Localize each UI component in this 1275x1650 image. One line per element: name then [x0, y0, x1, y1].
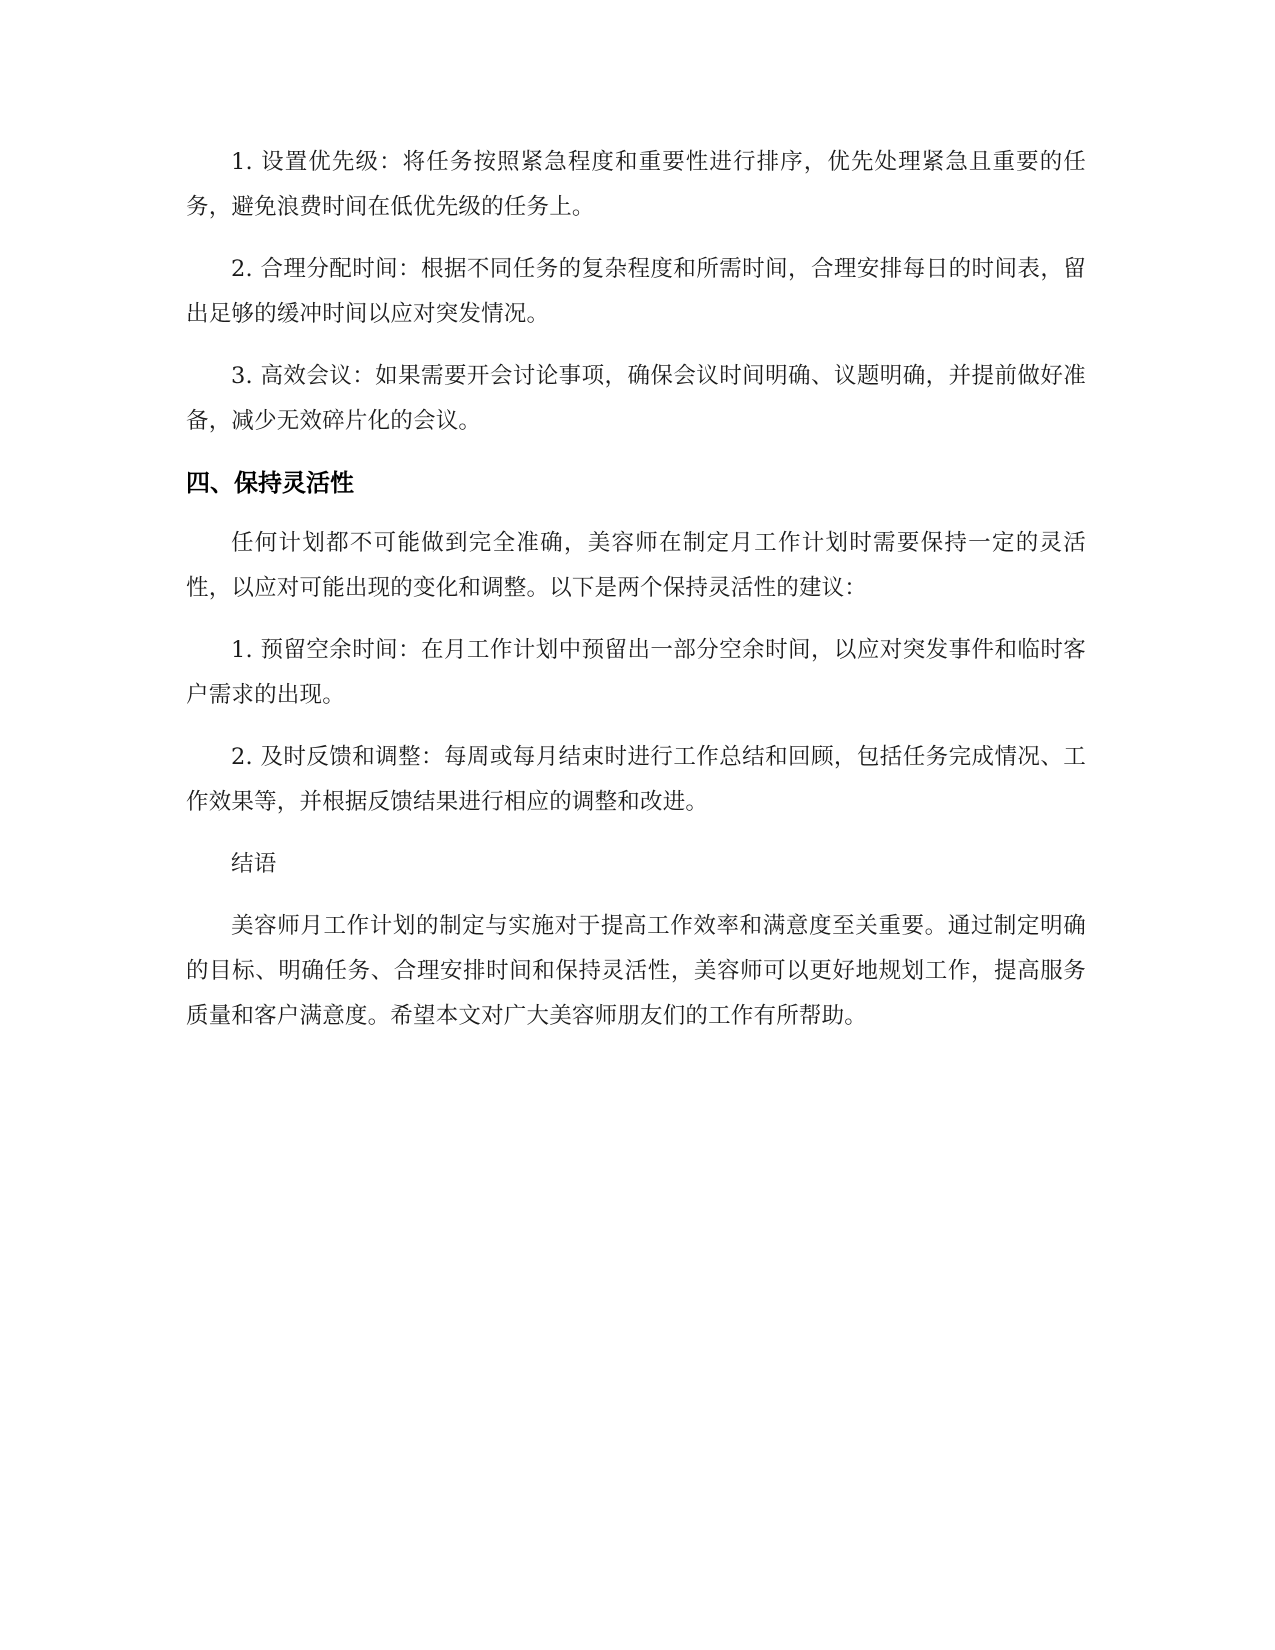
document-body	[186, 140, 1086, 1056]
list-item-time-allocation: 2. 合理分配时间：根据不同任务的复杂程度和所需时间，合理安排每日的时间表，留出足够的缓冲时间以应对突发情况。	[186, 256, 1086, 327]
list-item-priority: 1. 设置优先级：将任务按照紧急程度和重要性进行排序，优先处理紧急且重要的任务，避免浪费时间在低优先级的任务上。	[186, 149, 1086, 220]
list-item-reserve-time: 1. 预留空余时间：在月工作计划中预留出一部分空余时间，以应对突发事件和临时客户需求的出现。	[186, 637, 1086, 708]
conclusion-label: 结语	[231, 851, 277, 877]
section-heading: 四、保持灵活性	[186, 469, 354, 497]
list-item-efficient-meetings: 3. 高效会议：如果需要开会讨论事项，确保会议时间明确、议题明确，并提前做好准备，减少无效碎片化的会议。	[186, 363, 1086, 434]
list-item-feedback-adjust: 2. 及时反馈和调整：每周或每月结束时进行工作总结和回顾，包括任务完成情况、工作效果等，并根据反馈结果进行相应的调整和改进。	[186, 744, 1086, 815]
conclusion-paragraph: 美容师月工作计划的制定与实施对于提高工作效率和满意度至关重要。通过制定明确的目标、明确任务、合理安排时间和保持灵活性，美容师可以更好地规划工作，提高服务质量和客户满意度。希望本文对广大美容师朋友们的工作有所帮助。	[186, 913, 1086, 1029]
section-intro-paragraph: 任何计划都不可能做到完全准确，美容师在制定月工作计划时需要保持一定的灵活性，以应对可能出现的变化和调整。以下是两个保持灵活性的建议：	[186, 530, 1086, 601]
